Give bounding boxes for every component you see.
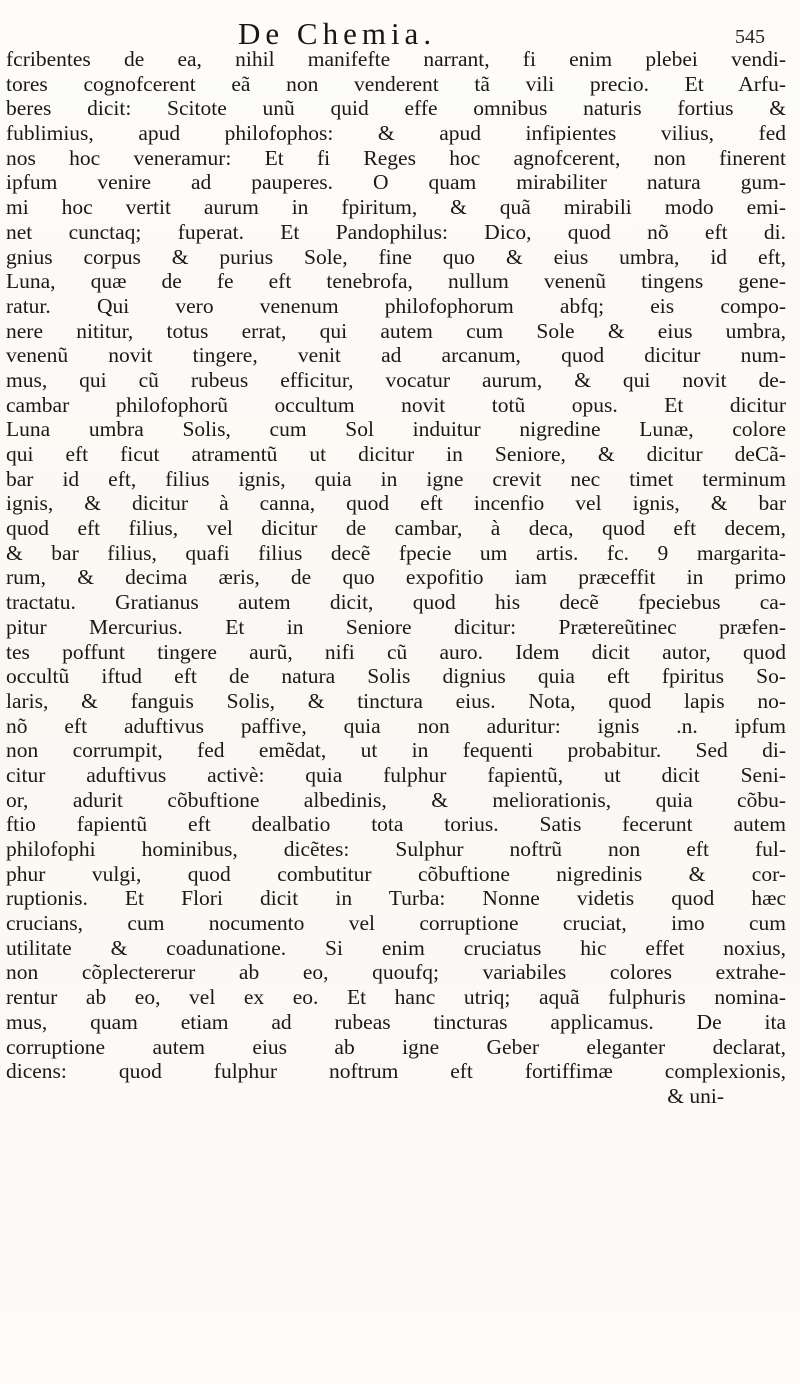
text-line: cambar philofophorũ occultum novit totũ opus. Et dicitur (6, 392, 786, 417)
body-text (6, 47, 786, 1109)
text-line: Luna, quæ de fe eft tenebrofa, nullum venenũ tingens gene- (6, 269, 786, 294)
text-line: ratur. Qui vero venenum philofophorum abfq; eis compo- (6, 293, 786, 318)
page-number: 545 (735, 26, 765, 48)
text-line: philofophi hominibus, dicẽtes: Sulphur noftrũ non eft ful- (6, 837, 786, 861)
text-line: mus, quam etiam ad rubeas tincturas applicamus. De ita (6, 1009, 786, 1034)
text-line: tractatu. Gratianus autem dicit, quod his decẽ fpeciebus ca- (6, 590, 786, 615)
text-line: pitur Mercurius. Et in Seniore dicitur: Prætereũtinec præfen- (6, 614, 786, 639)
text-line: qui eft ficut atramentũ ut dicitur in Seniore, & dicitur deCã- (6, 442, 786, 466)
text-line: non corrumpit, fed emẽdat, ut in fequenti probabitur. Sed di- (6, 738, 786, 763)
text-line: venenũ novit tingere, venit ad arcanum, quod dicitur num- (6, 343, 786, 368)
text-line: nos hoc veneramur: Et fi Reges hoc agnofcerent, non finerent (6, 145, 786, 170)
text-line: occultũ iftud eft de natura Solis dignius quia eft fpiritus So- (6, 664, 786, 689)
text-line: nõ eft aduftivus paffive, quia non aduritur: ignis .n. ipfum (6, 713, 786, 738)
text-line: mi hoc vertit aurum in fpiritum, & quã mirabili modo emi- (6, 195, 786, 220)
text-line: ftio fapientũ eft dealbatio tota torius. Satis fecerunt autem (6, 812, 786, 837)
running-title: De Chemia. (238, 16, 437, 51)
text-line: fcribentes de ea, nihil manifefte narrant, fi enim plebei vendi- (6, 47, 786, 71)
text-line: & uni- (667, 1083, 724, 1108)
text-line: ipfum venire ad pauperes. O quam mirabiliter natura gum- (6, 170, 786, 195)
text-line: gnius corpus & purius Sole, fine quo & eius umbra, id eft, (6, 244, 786, 269)
text-line: Luna umbra Solis, cum Sol induitur nigredine Lunæ, colore (6, 417, 786, 442)
text-line: rum, & decima æris, de quo expofitio iam præceffit in primo (6, 565, 786, 590)
text-line: crucians, cum nocumento vel corruptione cruciat, imo cum (6, 911, 786, 936)
text-line: beres dicit: Scitote unũ quid effe omnibus naturis fortius & (6, 96, 786, 121)
text-line: quod eft filius, vel dicitur de cambar, à deca, quod eft decem, (6, 516, 786, 541)
text-line: & bar filius, quafi filius decẽ fpecie um artis. fc. 9 margarita- (6, 540, 786, 565)
text-line: non cõplectererur ab eo, quoufq; variabiles colores extrahe- (6, 960, 786, 985)
text-line: dicens: quod fulphur noftrum eft fortiffimæ complexionis, (6, 1059, 786, 1084)
text-line: ignis, & dicitur à canna, quod eft incenfio vel ignis, & bar (6, 491, 786, 516)
text-line: rentur ab eo, vel ex eo. Et hanc utriq; aquã fulphuris nomina- (6, 985, 786, 1010)
text-line: fublimius, apud philofophos: & apud infipientes vilius, fed (6, 121, 786, 146)
text-line: ruptionis. Et Flori dicit in Turba: Nonne videtis quod hæc (6, 886, 786, 911)
text-line: corruptione autem eius ab igne Geber eleganter declarat, (6, 1034, 786, 1059)
text-line: bar id eft, filius ignis, quia in igne crevit nec timet terminum (6, 466, 786, 491)
text-line: tores cognofcerent eã non venderent tã vili precio. Et Arfu- (6, 71, 786, 96)
text-line: nere nititur, totus errat, qui autem cum Sole & eius umbra, (6, 318, 786, 343)
text-line: tes poffunt tingere aurũ, nifi cũ auro. Idem dicit autor, quod (6, 639, 786, 664)
text-line: net cunctaq; fuperat. Et Pandophilus: Dico, quod nõ eft di. (6, 219, 786, 244)
text-line: mus, qui cũ rubeus efficitur, vocatur aurum, & qui novit de- (6, 367, 786, 392)
text-line: utilitate & coadunatione. Si enim cruciatus hic effet noxius, (6, 935, 786, 960)
text-line: or, adurit cõbuftione albedinis, & meliorationis, quia cõbu- (6, 787, 786, 812)
text-line: laris, & fanguis Solis, & tinctura eius. Nota, quod lapis no- (6, 688, 786, 713)
text-line: phur vulgi, quod combutitur cõbuftione nigredinis & cor- (6, 861, 786, 886)
text-line: citur aduftivus activè: quia fulphur fapientũ, ut dicit Seni- (6, 762, 786, 787)
